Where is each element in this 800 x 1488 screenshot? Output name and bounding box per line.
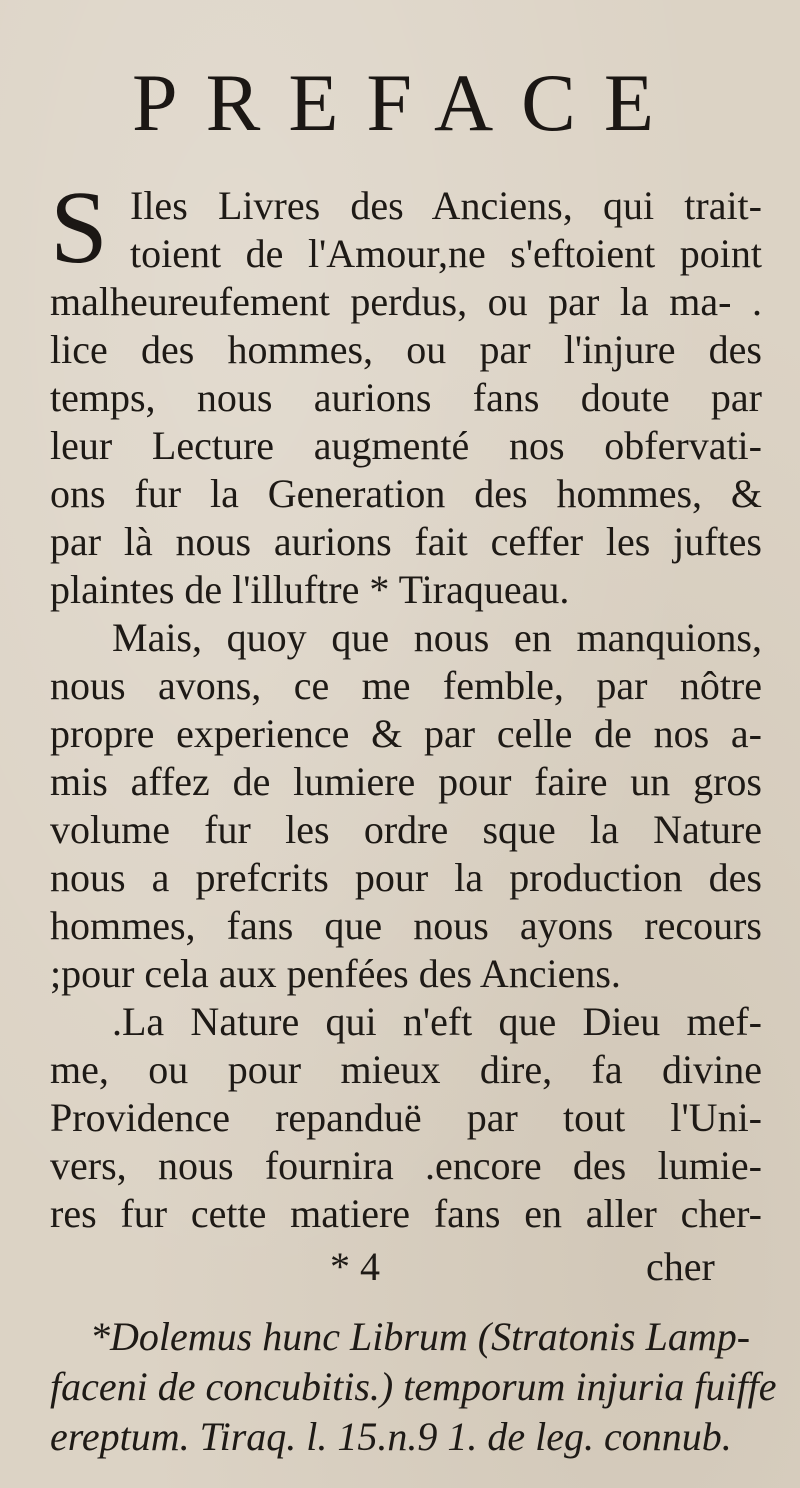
text-line: toient de l'Amour,ne s'eftoient point [130, 231, 762, 276]
text-line: nous a prefcrits pour la production des [50, 855, 762, 900]
text-line: Mais, quoy que nous en manquions, [112, 615, 762, 660]
text-line: vers, nous fournira .encore des lumie- [50, 1143, 762, 1188]
text-line: temps, nous aurions fans doute par [50, 375, 762, 420]
text-line: par là nous aurions fait ceffer les juftes [50, 519, 762, 564]
text-line: malheureufement perdus, ou par la ma- . [50, 279, 762, 324]
text-line: hommes, fans que nous ayons recours [50, 903, 762, 948]
text-line: res fur cette matiere fans en aller cher- [50, 1191, 762, 1236]
text-line: Providence repanduë par tout l'Uni- [50, 1095, 762, 1140]
footnote-line: faceni de concubitis.) temporum injuria fuiffe [50, 1364, 777, 1409]
text-line: leur Lecture augmenté nos obfervati- [50, 423, 762, 468]
text-line: Iles Livres des Anciens, qui trait- [130, 183, 762, 228]
text-line: volume fur les ordre sque la Nature [50, 807, 762, 852]
text-line: lice des hommes, ou par l'injure des [50, 327, 762, 372]
drop-cap: S [50, 170, 108, 285]
text-line: mis affez de lumiere pour faire un gros [50, 759, 762, 804]
page-title: PREFACE [132, 57, 682, 148]
text-line: plaintes de l'illuftre * Tiraqueau. [50, 567, 570, 612]
footnote-line: *Dolemus hunc Librum (Stratonis Lamp- [90, 1314, 751, 1359]
text-line: nous avons, ce me femble, par nôtre [50, 663, 762, 708]
footnote-line: ereptum. Tiraq. l. 15.n.9 1. de leg. connub. [50, 1414, 732, 1459]
text-line: me, ou pour mieux dire, fa divine [50, 1047, 762, 1092]
text-line: .La Nature qui n'eft que Dieu mef- [112, 999, 762, 1044]
text-line: ons fur la Generation des hommes, & [50, 471, 762, 516]
catchword: cher [646, 1244, 715, 1289]
text-line: ;pour cela aux penfées des Anciens. [50, 951, 621, 996]
signature-mark: * 4 [330, 1244, 380, 1289]
text-line: propre experience & par celle de nos a- [50, 711, 762, 756]
